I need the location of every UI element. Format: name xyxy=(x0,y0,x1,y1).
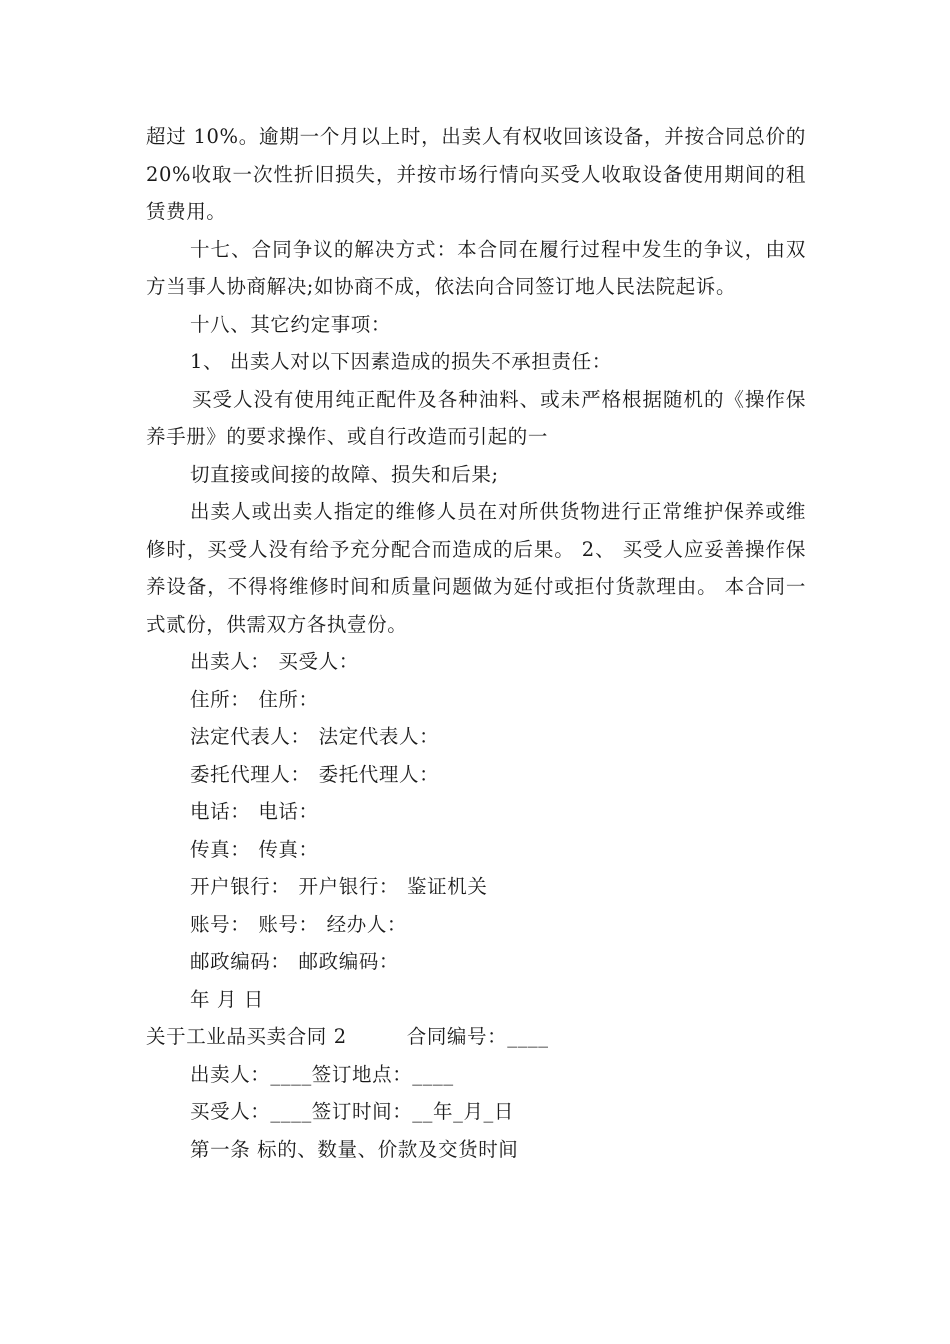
paragraph-liability-exclusion: 1、 出卖人对以下因素造成的损失不承担责任： xyxy=(190,350,612,373)
signature-date-text: 年 月 日 xyxy=(190,987,264,1011)
contract2-title-row xyxy=(146,1018,806,1056)
signature-handler: 经办人： xyxy=(326,912,408,936)
contract2-article-heading xyxy=(146,1131,806,1169)
signature-row-address xyxy=(146,681,806,719)
signature-row-bank xyxy=(146,868,806,906)
signature-notary: 鉴证机关 xyxy=(407,875,488,898)
signature-address-a: 住所： xyxy=(190,687,251,711)
signature-agent-a: 委托代理人： xyxy=(190,762,311,786)
signature-row-zip xyxy=(146,943,806,981)
contract2-seller-line xyxy=(146,1056,806,1094)
contract2-buyer-text: 买受人：____签订时间：__年_月_日 xyxy=(190,1100,515,1123)
signature-row-phone xyxy=(146,793,806,831)
signature-zip-a: 邮政编码： xyxy=(190,950,291,973)
signature-bank-b: 开户银行： xyxy=(298,875,400,898)
signature-row-agent xyxy=(146,756,806,794)
paragraph-dispute-resolution: 十七、合同争议的解决方式：本合同在履行过程中发生的争议，由双方当事人协商解决;如协商不成，依法向合同签订地人民法院起诉。 xyxy=(146,237,806,298)
signature-fax-a: 传真： xyxy=(190,837,251,861)
signature-zip-b: 邮政编码： xyxy=(298,950,400,973)
paragraph-genuine-parts: 买受人没有使用纯正配件及各种油料、或未严格根据随机的《操作保养手册》的要求操作、或自行改造而引起的一 xyxy=(146,387,806,448)
signature-row-seller-buyer xyxy=(146,643,806,681)
signature-buyer-label: 买受人： xyxy=(278,650,359,673)
signature-fax-b: 传真： xyxy=(258,837,319,861)
signature-bank-a: 开户银行： xyxy=(190,875,291,898)
paragraph-other-terms-heading: 十八、其它约定事项： xyxy=(190,312,392,336)
signature-phone-b: 电话： xyxy=(258,800,319,823)
contract2-title: 关于工业品买卖合同 2 xyxy=(146,1025,347,1048)
contract2-buyer-line xyxy=(146,1093,806,1131)
signature-account-a: 账号： xyxy=(190,912,251,936)
signature-row-account xyxy=(146,906,806,944)
signature-seller-label: 出卖人： xyxy=(190,650,271,673)
contract2-seller-text: 出卖人：____签订地点：____ xyxy=(190,1062,454,1086)
contract2-number: 合同编号：____ xyxy=(406,1025,549,1048)
contract2-article1: 第一条 标的、数量、价款及交货时间 xyxy=(190,1137,519,1161)
document-body xyxy=(146,118,806,1168)
signature-address-b: 住所： xyxy=(258,687,319,711)
signature-row-fax xyxy=(146,831,806,869)
signature-row-legal-rep xyxy=(146,718,806,756)
paragraph-maintenance: 出卖人或出卖人指定的维修人员在对所供货物进行正常维护保养或维修时，买受人没有给予充分配合而造成的后果。 2、 买受人应妥善操作保养设备，不得将维修时间和质量问题做为延付或拒付货款理由。 本合同一式贰份，供需双方各执壹份。 xyxy=(146,500,806,636)
signature-agent-b: 委托代理人： xyxy=(318,762,440,786)
paragraph-faults-losses: 切直接或间接的故障、损失和后果; xyxy=(190,462,499,486)
signature-phone-a: 电话： xyxy=(190,800,251,823)
signature-legal-a: 法定代表人： xyxy=(190,725,311,748)
paragraph-overdue-terms: 超过 10%。逾期一个月以上时，出卖人有权收回该设备，并按合同总价的 20%收取一次性折旧损失，并按市场行情向买受人收取设备使用期间的租赁费用。 xyxy=(146,125,806,223)
signature-account-b: 账号： xyxy=(258,912,319,936)
signature-legal-b: 法定代表人： xyxy=(318,725,440,748)
signature-date xyxy=(146,981,806,1019)
